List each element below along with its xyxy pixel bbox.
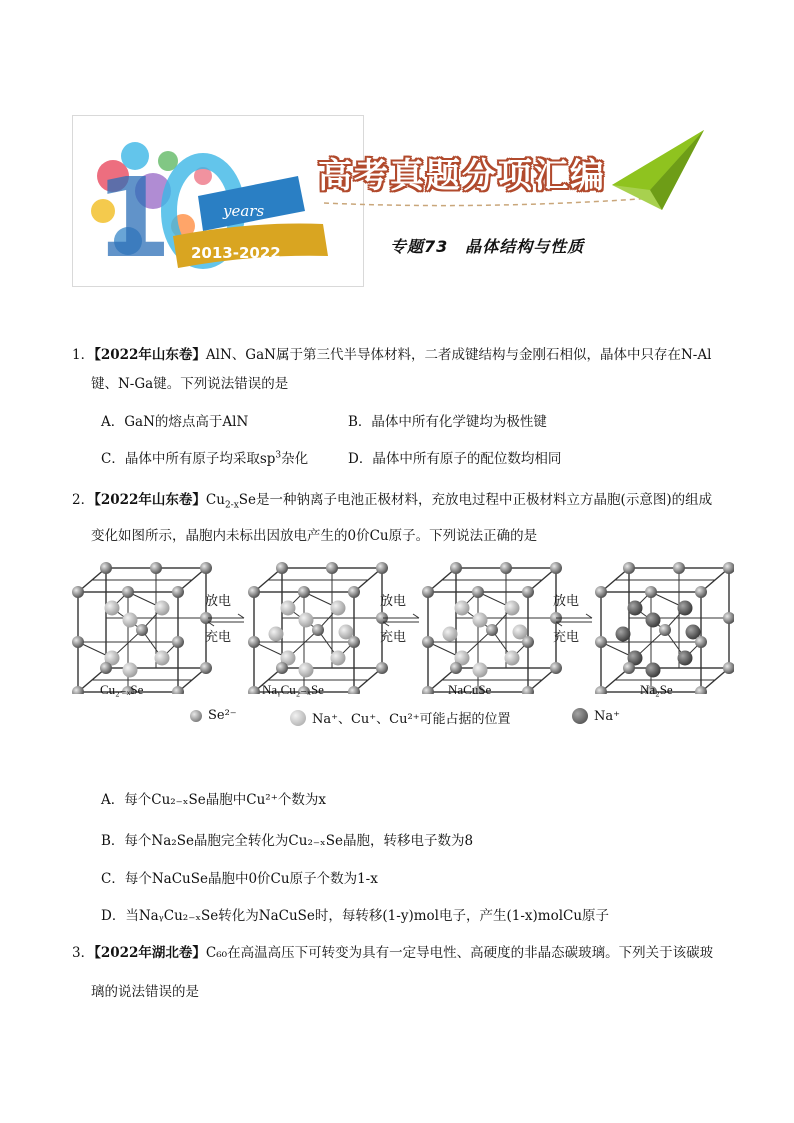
q1-option-d: D．晶体中所有原子的配位数均相同 (348, 451, 562, 467)
logo-graphic (73, 116, 363, 286)
se-atom-icon (190, 710, 202, 722)
legend-se-label: Se²⁻ (208, 708, 237, 723)
q2-option-b: B．每个Na₂Se晶胞完全转化为Cu₂₋ₓSe晶胞，转移电子数为8 (101, 833, 474, 849)
question-2 (72, 488, 752, 518)
topic-subtitle: 专题73 晶体结构与性质 (390, 237, 585, 256)
q1-option-c (101, 447, 308, 467)
arrow-label-discharge: 放电 (380, 594, 407, 609)
q2-option-c: C．每个NaCuSe晶胞中0价Cu原子个数为1-x (101, 871, 378, 887)
q1-option-a: A．GaN的熔点高于AlN (101, 414, 249, 430)
arrow-label-discharge: 放电 (205, 594, 232, 609)
question-stem: 是一种钠离子电池正极材料，充放电过程中正极材料立方晶胞(示意图)的组成 (256, 492, 713, 508)
question-1 (72, 343, 732, 367)
crystal-cell-cu2xse (72, 562, 212, 694)
svg-text:1: 1 (95, 154, 172, 282)
q2-option-d: D．当NaᵧCu₂₋ₓSe转化为NaCuSe时，每转移(1-y)mol电子，产生(1-x)molCu原子 (101, 908, 610, 924)
question-source: 【2022年湖北卷】 (94, 945, 206, 961)
q1-option-c-text: C．晶体中所有原子均采取sp (101, 451, 276, 467)
question-3-line2: 璃的说法错误的是 (91, 984, 199, 1000)
crystal-cell-na2se (595, 562, 734, 694)
logo-range-text: 2013-2022 (191, 244, 281, 262)
equilibrium-arrow-2 (383, 614, 419, 626)
formula-cu2xse: $Cu_{2-x}Se$ (205, 492, 257, 511)
crystal-cell-nacuse (422, 562, 562, 694)
question-stem: AlN、GaN属于第三代半导体材料，二者成键结构与金刚石相似，晶体中只存在N-Al (205, 347, 712, 363)
legend-mixed (290, 708, 511, 727)
question-number: 1． (72, 347, 95, 363)
crystal-cell-naycu2xse (248, 562, 388, 694)
question-number: 3． (72, 945, 95, 961)
cell-label-naycu2xse: NaᵧCu₂₋ₓSe (262, 682, 324, 697)
legend-se (190, 708, 237, 723)
question-2-line2: 变化如图所示，晶胞内未标出因放电产生的0价Cu原子。下列说法正确的是 (91, 528, 538, 544)
question-number: 2． (72, 492, 95, 508)
question-stem: 在高温高压下可转变为具有一定导电性、高硬度的非晶态碳玻璃。下列关于该碳玻 (227, 945, 714, 961)
q2-option-a: A．每个Cu₂₋ₓSe晶胞中Cu²⁺个数为x (101, 792, 326, 808)
legend-na-label: Na⁺ (594, 708, 620, 724)
na-ion-icon (572, 708, 588, 724)
question-source: 【2022年山东卷】 (94, 347, 206, 363)
arrow-label-charge: 充电 (553, 630, 580, 645)
legend-na (572, 708, 620, 724)
arrow-label-charge: 充电 (205, 630, 232, 645)
cell-label-cu2xse: Cu₂₋ₓSe (100, 682, 144, 697)
arrow-label-charge: 充电 (380, 630, 407, 645)
banner-title: 高考真题分项汇编 (318, 156, 606, 196)
formula-c60: C₆₀ (205, 945, 228, 961)
cell-label-nacuse: NaCuSe (448, 682, 492, 697)
q1-option-b: B．晶体中所有化学键均为极性键 (348, 414, 547, 430)
legend-mixed-label: Na⁺、Cu⁺、Cu²⁺可能占据的位置 (312, 712, 511, 727)
arrow-label-discharge: 放电 (553, 594, 580, 609)
q1-option-c-tail: 杂化 (281, 451, 309, 467)
question-1-line2: 键、N-Ga键。下列说法错误的是 (91, 376, 289, 392)
logo-years-text: years (223, 202, 265, 220)
question-3 (72, 941, 752, 965)
equilibrium-arrow-1 (208, 614, 244, 626)
paper-plane-icon (612, 130, 704, 214)
cell-label-na2se: Na₂Se (640, 682, 673, 697)
ten-years-logo (72, 115, 364, 287)
q1-option-c-sup: 3 (275, 450, 282, 461)
question-source: 【2022年山东卷】 (94, 492, 206, 508)
mixed-site-icon (290, 710, 306, 726)
dashed-flight-path (324, 198, 654, 208)
